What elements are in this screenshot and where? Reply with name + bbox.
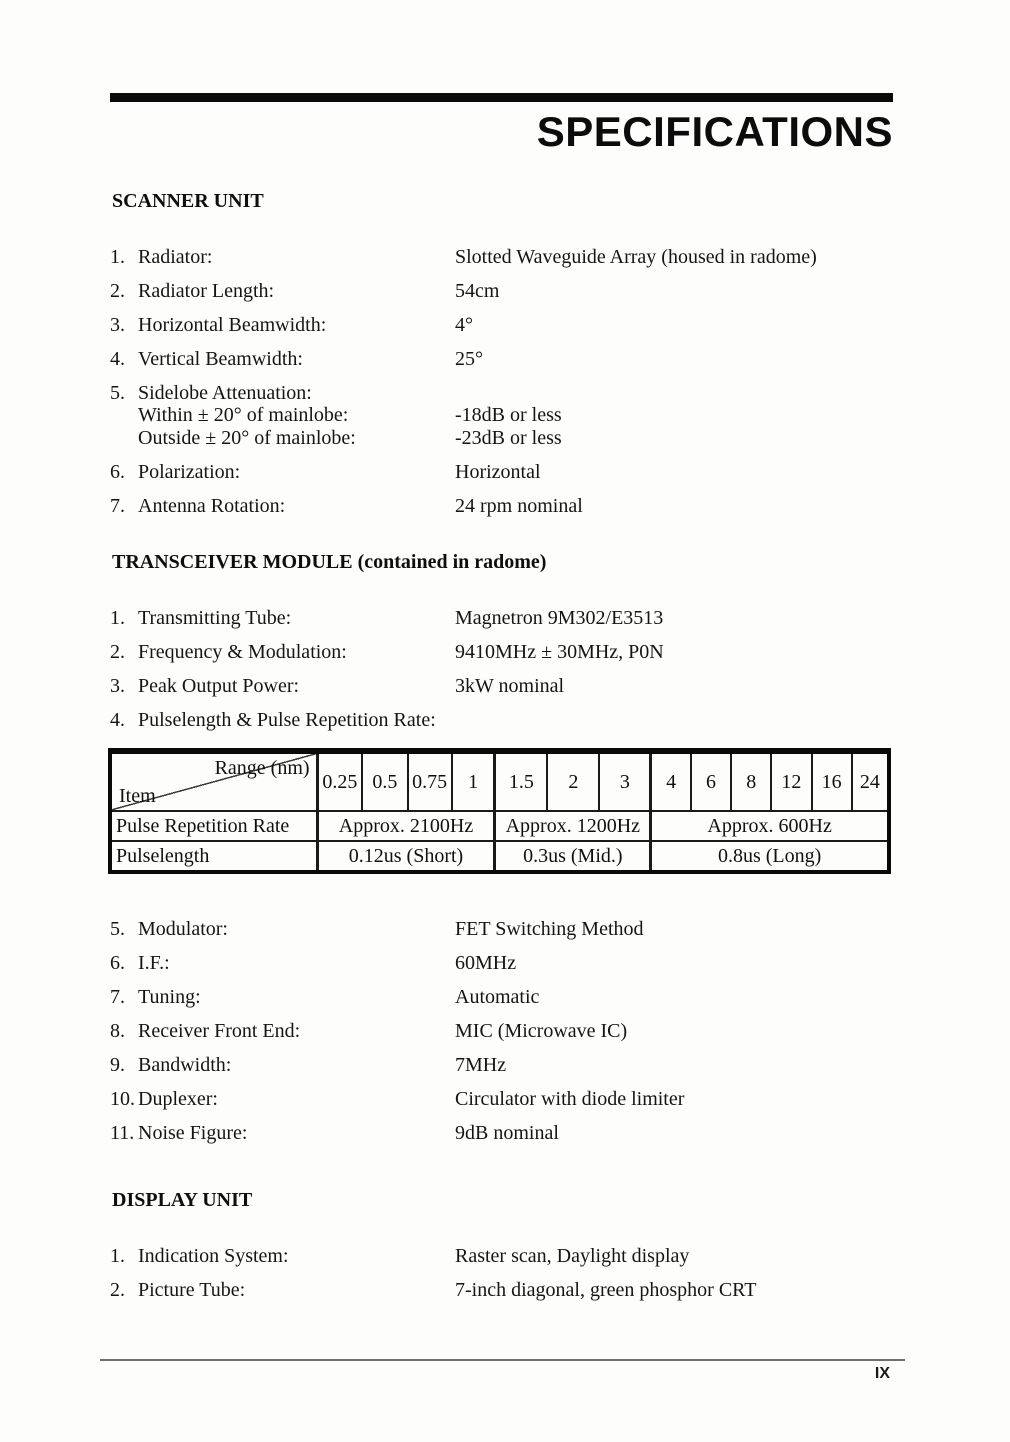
spec-item-number: 3.	[110, 675, 125, 697]
spec-item-number: 7.	[110, 986, 125, 1008]
range-header-cell: 1.5	[495, 751, 547, 811]
range-header-cell: 0.5	[362, 751, 407, 811]
range-header-cell: 4	[651, 751, 691, 811]
corner-label-range: Range (nm)	[214, 757, 310, 779]
spec-item-label: Polarization:	[138, 461, 241, 483]
section-heading-scanner: SCANNER UNIT	[112, 190, 264, 212]
spec-item-number: 2.	[110, 1279, 125, 1301]
spec-item-number: 1.	[110, 246, 125, 268]
spec-row	[110, 495, 900, 517]
range-header-cell: 0.25	[317, 751, 362, 811]
spec-item-number: 1.	[110, 607, 125, 629]
spec-row	[110, 675, 900, 697]
spec-item-label: Transmitting Tube:	[138, 607, 292, 629]
spec-item-value	[455, 382, 900, 404]
spec-item-value: Slotted Waveguide Array (housed in radome)	[455, 246, 817, 268]
spec-item-number: 6.	[110, 461, 125, 483]
range-header-cell: 16	[812, 751, 852, 811]
spec-item-value: 3kW nominal	[455, 675, 565, 697]
spec-item-number: 2.	[110, 641, 125, 663]
spec-item-value: 25°	[455, 348, 483, 370]
range-header-cell: 1	[452, 751, 495, 811]
section-heading-display: DISPLAY UNIT	[112, 1189, 253, 1211]
spec-item-number: 6.	[110, 952, 125, 974]
spec-item-label: Picture Tube:	[138, 1279, 246, 1301]
spec-item-number: 1.	[110, 1245, 125, 1267]
spec-item-number: 9.	[110, 1054, 125, 1076]
pulse-table-wrap	[108, 748, 900, 874]
spec-item-label: Receiver Front End:	[138, 1020, 301, 1042]
section-heading-transceiver: TRANSCEIVER MODULE (contained in radome)	[112, 551, 547, 573]
spec-item-value: FET Switching Method	[455, 918, 644, 940]
spec-item-value: 54cm	[455, 280, 500, 302]
spec-item-number: 8.	[110, 1020, 125, 1042]
spec-row	[110, 382, 900, 404]
spec-item-label: Noise Figure:	[138, 1122, 248, 1144]
spec-row	[110, 986, 900, 1008]
range-header-cell: 2	[547, 751, 599, 811]
table-value-cell: 0.3us (Mid.)	[495, 841, 651, 872]
table-value-cell: 0.8us (Long)	[651, 841, 889, 872]
range-header-cell: 0.75	[408, 751, 452, 811]
spec-item-number: 4.	[110, 709, 125, 731]
range-header-cell: 6	[691, 751, 731, 811]
spec-item-number: 3.	[110, 314, 125, 336]
spec-item-value: 24 rpm nominal	[455, 495, 583, 517]
spec-item-value: Automatic	[455, 986, 540, 1008]
spec-row	[110, 280, 900, 302]
page-content	[110, 190, 900, 1313]
spec-item-number: 11.	[110, 1122, 135, 1144]
spec-item-label: I.F.:	[138, 952, 170, 974]
spec-item-value: 9410MHz ± 30MHz, P0N	[455, 641, 664, 663]
spec-row	[110, 1279, 900, 1301]
spec-sub-row	[138, 404, 900, 427]
pulse-table	[108, 748, 891, 874]
table-corner-cell	[110, 751, 317, 811]
spec-item-label: Tuning:	[138, 986, 201, 1008]
table-value-cell: Approx. 600Hz	[651, 811, 889, 841]
spec-row	[110, 246, 900, 268]
spec-item-value: 9dB nominal	[455, 1122, 559, 1144]
spec-item-number: 10.	[110, 1088, 135, 1110]
table-value-cell: 0.12us (Short)	[317, 841, 495, 872]
spec-item-label: Duplexer:	[138, 1088, 218, 1110]
spec-item-number: 4.	[110, 348, 125, 370]
spec-row	[110, 1054, 900, 1076]
spec-item-label: Vertical Beamwidth:	[138, 348, 303, 370]
spec-item-label: Radiator Length:	[138, 280, 275, 302]
spec-subitem-value: -23dB or less	[455, 427, 562, 449]
spec-row	[110, 952, 900, 974]
spec-row	[110, 1088, 900, 1110]
spec-item-value: 7-inch diagonal, green phosphor CRT	[455, 1279, 757, 1301]
page-title: SPECIFICATIONS	[536, 108, 893, 155]
spec-item-value: Circulator with diode limiter	[455, 1088, 685, 1110]
spec-item-value: Horizontal	[455, 461, 541, 483]
spec-item-value: 60MHz	[455, 952, 517, 974]
spec-item-label: Antenna Rotation:	[138, 495, 286, 517]
spec-item-value	[455, 709, 900, 731]
top-rule	[110, 93, 893, 102]
spec-item-value: MIC (Microwave IC)	[455, 1020, 628, 1042]
spec-row	[110, 348, 900, 370]
spec-item-number: 5.	[110, 382, 125, 404]
spec-item-number: 2.	[110, 280, 125, 302]
table-row-label: Pulse Repetition Rate	[110, 811, 317, 841]
spec-row	[110, 461, 900, 483]
range-header-cell: 12	[771, 751, 811, 811]
spec-row	[110, 1020, 900, 1042]
spec-sub-row	[138, 427, 900, 450]
page-number: IX	[874, 1365, 890, 1382]
spec-row	[110, 1245, 900, 1267]
range-header-cell: 8	[731, 751, 771, 811]
footer-rule	[100, 1359, 905, 1361]
spec-row	[110, 918, 900, 940]
corner-label-item: Item	[119, 785, 156, 807]
spec-item-number: 7.	[110, 495, 125, 517]
table-value-cell: Approx. 1200Hz	[495, 811, 651, 841]
table-row-label: Pulselength	[110, 841, 317, 872]
spec-row	[110, 641, 900, 663]
spec-row	[110, 314, 900, 336]
spec-item-value: Magnetron 9M302/E3513	[455, 607, 664, 629]
spec-item-label: Peak Output Power:	[138, 675, 300, 697]
spec-item-label: Pulselength & Pulse Repetition Rate:	[138, 709, 436, 731]
range-header-cell: 24	[852, 751, 889, 811]
table-value-cell: Approx. 2100Hz	[317, 811, 495, 841]
spec-item-value: 7MHz	[455, 1054, 507, 1076]
spec-subitem-label: Outside ± 20° of mainlobe:	[138, 427, 356, 449]
spec-row	[110, 1122, 900, 1144]
range-header-cell: 3	[599, 751, 650, 811]
spec-item-value: 4°	[455, 314, 473, 336]
spec-row	[110, 709, 900, 731]
spec-item-label: Indication System:	[138, 1245, 289, 1267]
spec-row	[110, 607, 900, 629]
spec-item-value: Raster scan, Daylight display	[455, 1245, 690, 1267]
spec-item-label: Bandwidth:	[138, 1054, 232, 1076]
spec-subitem-value: -18dB or less	[455, 404, 562, 426]
spec-item-number: 5.	[110, 918, 125, 940]
spec-item-label: Frequency & Modulation:	[138, 641, 347, 663]
spec-item-label: Horizontal Beamwidth:	[138, 314, 327, 336]
spec-item-label: Sidelobe Attenuation:	[138, 382, 312, 404]
spec-item-label: Modulator:	[138, 918, 228, 940]
spec-subitem-label: Within ± 20° of mainlobe:	[138, 404, 349, 426]
spec-item-label: Radiator:	[138, 246, 213, 268]
sidelobe-sub-block	[110, 404, 900, 450]
